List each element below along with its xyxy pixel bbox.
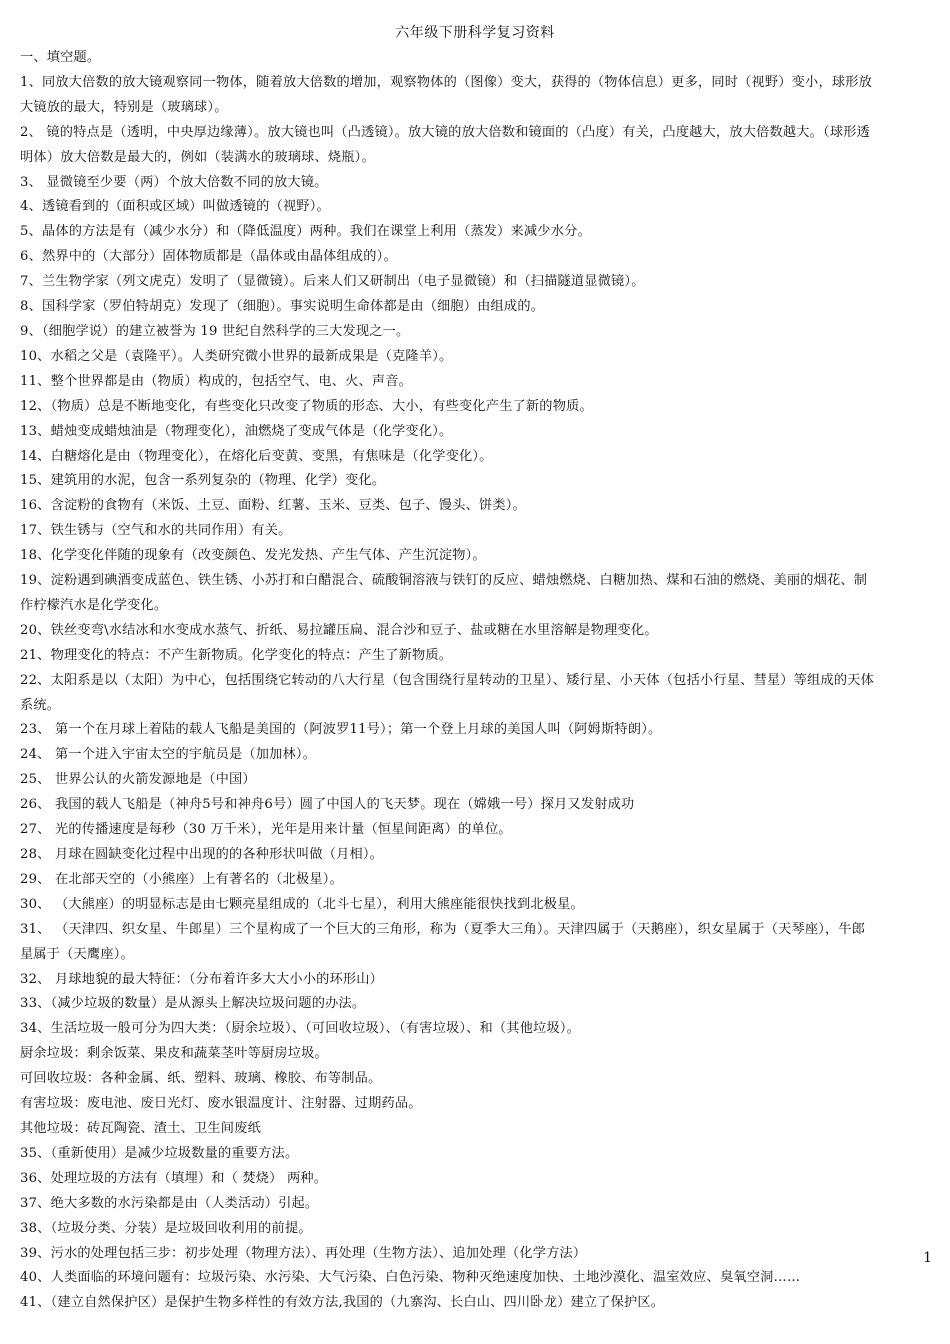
text-line: 23、 第一个在月球上着陆的载人飞船是美国的（阿波罗11号）；第一个登上月球的美国人叫（阿姆斯特朗）。 <box>20 722 662 738</box>
text-line: 作柠檬汽水是化学变化。 <box>20 597 168 613</box>
text-line: 28、 月球在圆缺变化过程中出现的的各种形状叫做（月相）。 <box>20 847 384 862</box>
text-line: 有害垃圾：废电池、废日光灯、废水银温度计、注射器、过期药品。 <box>20 1096 422 1112</box>
text-line: 1、同放大倍数的放大镜观察同一物体，随着放大倍数的增加，观察物体的（图像）变大，获得的（物体信息）更多，同时（视野）变小，球形放 <box>20 74 872 90</box>
text-line: 12、（物质）总是不断地变化，有些变化只改变了物质的形态、大小，有些变化产生了新的物质。 <box>20 398 593 414</box>
text-line: 明体）放大倍数是最大的，例如（装满水的玻璃球、烧瓶）。 <box>20 149 375 165</box>
text-line: 大镜放的最大，特别是（玻璃球）。 <box>20 99 228 115</box>
text-line: 16、含淀粉的食物有（米饭、土豆、面粉、红薯、玉米、豆类、包子、馒头、饼类）。 <box>20 498 526 514</box>
text-line: 系统。 <box>20 697 61 713</box>
document-title: 六年级下册科学复习资料 <box>395 25 555 41</box>
text-line: 26、 我国的载人飞船是（神舟5号和神舟6号）圆了中国人的飞天梦。现在（嫦娥一号）探月又发射成功 <box>20 797 635 813</box>
text-line: 17、铁生锈与（空气和水的共同作用）有关。 <box>20 523 292 539</box>
text-line: 30、 （大熊座）的明显标志是由七颗亮星组成的（北斗七星），利用大熊座能很快找到北极星。 <box>20 896 584 912</box>
page-number: 1 <box>923 1250 932 1266</box>
text-line: 35、（重新使用）是减少垃圾数量的重要方法。 <box>20 1145 299 1161</box>
document-body <box>20 46 932 1316</box>
text-line: 24、 第一个进入宇宙太空的宇航员是（加加林）。 <box>20 747 317 763</box>
text-line: 7、兰生物学家（列文虎克）发明了（显微镜）。后来人们又研制出（电子显微镜）和（扫描隧道显微镜）。 <box>20 274 645 290</box>
text-line: 5、晶体的方法是有（减少水分）和（降低温度）两种。我们在课堂上利用（蒸发）来减少水分。 <box>20 224 591 240</box>
text-line: 21、物理变化的特点：不产生新物质。化学变化的特点：产生了新物质。 <box>20 647 453 663</box>
text-line: 8、国科学家（罗伯特胡克）发现了（细胞）。事实说明生命体都是由（细胞）由组成的。 <box>20 299 545 315</box>
text-line: 22、太阳系是以（太阳）为中心，包括围绕它转动的八大行星（包含围绕行星转动的卫星）、矮行星、小天体（包括小行星、彗星）等组成的天体 <box>20 672 874 688</box>
text-line: 可回收垃圾：各种金属、纸、塑料、玻璃、橡胶、布等制品。 <box>20 1071 382 1087</box>
text-line: 其他垃圾：砖瓦陶瓷、渣土、卫生间废纸 <box>20 1120 261 1136</box>
text-line: 25、 世界公认的火箭发源地是（中国） <box>20 772 256 788</box>
text-line: 14、白糖熔化是由（物理变化），在熔化后变黄、变黑，有焦味是（化学变化）。 <box>20 448 493 464</box>
text-line: 29、 在北部天空的（小熊座）上有著名的（北极星）。 <box>20 871 343 887</box>
text-line: 3、 显微镜至少要（两）个放大倍数不同的放大镜。 <box>20 174 328 190</box>
text-line: 一、填空题。 <box>20 50 101 65</box>
text-line: 4、透镜看到的（面积或区域）叫做透镜的（视野）。 <box>20 199 330 215</box>
text-line: 20、铁丝变弯\水结冰和水变成水蒸气、折纸、易拉罐压扁、混合沙和豆子、盐或糖在水里溶解是物理变化。 <box>20 622 658 638</box>
text-line: 36、处理垃圾的方法有（填埋）和（ 焚烧） 两种。 <box>20 1170 328 1186</box>
text-line: 34、生活垃圾一般可分为四大类：（厨余垃圾）、（可回收垃圾）、（有害垃圾）、和（其他垃圾）。 <box>20 1021 581 1037</box>
text-line: 19、淀粉遇到碘酒变成蓝色、铁生锈、小苏打和白醋混合、硫酸铜溶液与铁钉的反应、蜡烛燃烧、白糖加热、煤和石油的燃烧、美丽的烟花、制 <box>20 573 868 589</box>
text-line: 9、（细胞学说）的建立被誉为 19 世纪自然科学的三大发现之一。 <box>20 323 410 339</box>
text-line: 10、水稻之父是（袁隆平）。人类研究微小世界的最新成果是（克隆羊）。 <box>20 348 453 364</box>
text-line: 38、（垃圾分类、分装）是垃圾回收利用的前提。 <box>20 1220 312 1236</box>
text-line: 星属于（天鹰座）。 <box>20 946 134 962</box>
text-line: 11、整个世界都是由（物质）构成的，包括空气、电、火、声音。 <box>20 373 413 389</box>
text-line: 厨余垃圾：剩余饭菜、果皮和蔬菜茎叶等厨房垃圾。 <box>20 1046 328 1062</box>
text-line: 18、化学变化伴随的现象有（改变颜色、发光发热、产生气体、产生沉淀物）。 <box>20 548 486 564</box>
text-line: 13、蜡烛变成蜡烛油是（物理变化），油燃烧了变成气体是（化学变化）。 <box>20 423 453 439</box>
text-line: 32、 月球地貌的最大特征：（分布着许多大大小小的环形山） <box>20 971 384 987</box>
text-line: 2、 镜的特点是（透明，中央厚边缘薄）。放大镜也叫（凸透镜）。放大镜的放大倍数和镜面的（凸度）有关，凸度越大，放大倍数越大。（球形透 <box>20 124 870 140</box>
text-line: 37、绝大多数的水污染都是由（人类活动）引起。 <box>20 1195 319 1211</box>
text-line: 6、然界中的（大部分）固体物质都是（晶体或由晶体组成的）。 <box>20 249 397 265</box>
text-line: 40、人类面临的环境问题有：垃圾污染、水污染、大气污染、白色污染、物种灭绝速度加快、土地沙漠化、温室效应、臭氧空洞…… <box>20 1270 801 1286</box>
text-line: 39、污水的处理包括三步：初步处理（物理方法）、再处理（生物方法）、追加处理（化学方法） <box>20 1245 587 1261</box>
text-line: 33、（减少垃圾的数量）是从源头上解决垃圾问题的办法。 <box>20 996 366 1012</box>
text-line: 27、 光的传播速度是每秒（30 万千米），光年是用来计量（恒星间距离）的单位。 <box>20 822 512 838</box>
text-line: 41、（建立自然保护区）是保护生物多样性的有效方法,我国的（九寨沟、长白山、四川卧龙）建立了保护区。 <box>20 1295 665 1311</box>
text-line: 31、 （天津四、织女星、牛郎星）三个星构成了一个巨大的三角形，称为（夏季大三角）。天津四属于（天鹅座），织女星属于（天琴座），牛郎 <box>20 921 866 937</box>
text-line: 15、建筑用的水泥，包含一系列复杂的（物理、化学）变化。 <box>20 473 386 489</box>
